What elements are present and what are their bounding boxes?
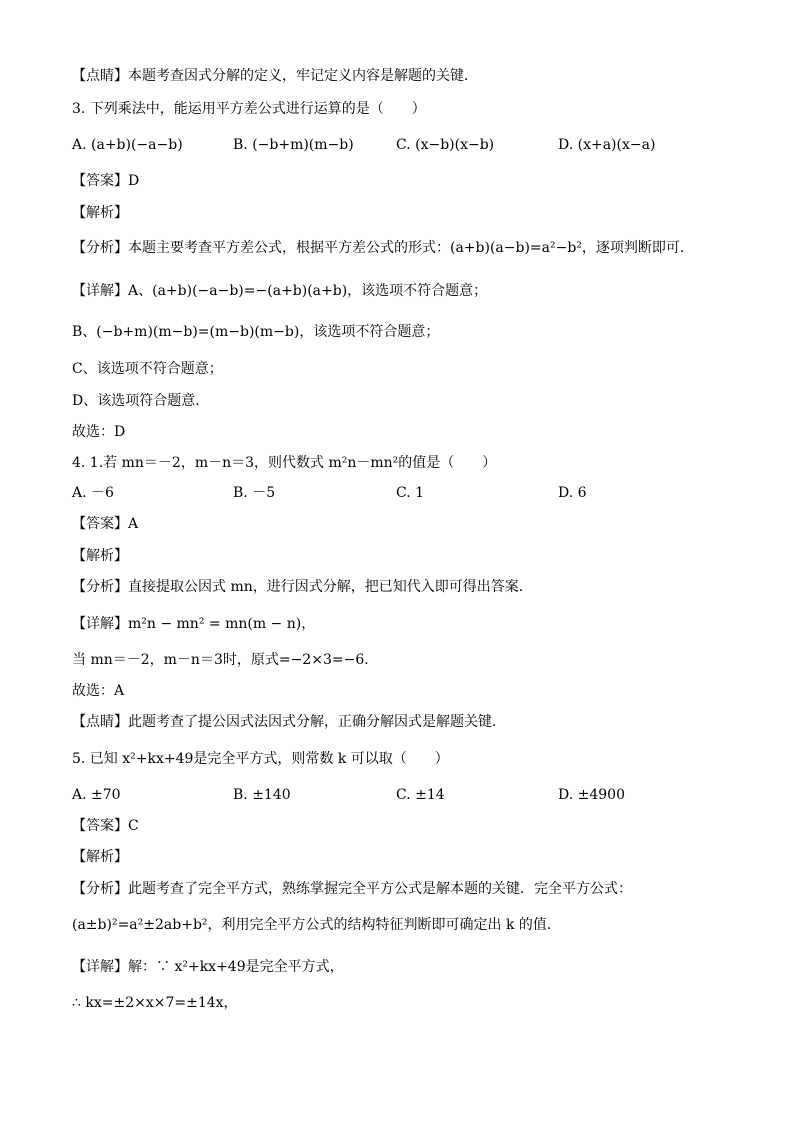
q5-analysis-2: (a±b)²=a²±2ab+b²，利用完全平方公式的结构特征判断即可确定出 k 的值．	[72, 917, 561, 933]
q4-substitute: 当 mn＝－2，m－n＝3时，原式=−2×3=−6．	[72, 652, 379, 668]
q4-option-a: A. －6	[72, 485, 114, 501]
q3-analysis: 【分析】本题主要考查平方差公式，根据平方差公式的形式：(a+b)(a−b)=a²−b²，逐项判断即可．	[72, 240, 694, 256]
q3-analysis-heading: 【解析】	[72, 205, 128, 221]
q3-option-d: D. (x+a)(x−a)	[558, 137, 656, 153]
q5-analysis-1: 【分析】此题考查了完全平方式，熟练掌握完全平方公式是解本题的关键．完全平方公式：	[72, 881, 632, 897]
q4-detail: 【详解】m²n − mn² = mn(m − n)，	[72, 616, 316, 632]
q5-analysis-heading: 【解析】	[72, 849, 128, 865]
q3-choice: 故选：D	[72, 424, 126, 440]
q4-option-d: D. 6	[558, 485, 587, 501]
question-4: 4. 1.若 mn＝－2，m－n＝3，则代数式 m²n－mn²的值是（ ）	[72, 455, 497, 471]
q3-answer: 【答案】D	[72, 173, 140, 189]
q5-option-d: D. ±4900	[558, 787, 625, 803]
q4-option-c: C. 1	[396, 485, 425, 501]
q5-option-b: B. ±140	[233, 787, 291, 803]
q4-answer: 【答案】A	[72, 516, 139, 532]
question-5: 5. 已知 x²+kx+49是完全平方式，则常数 k 可以取（ ）	[72, 751, 449, 767]
q3-detail-a: 【详解】A、(a+b)(−a−b)=−(a+b)(a+b)，该选项不符合题意；	[72, 283, 488, 299]
q5-option-c: C. ±14	[396, 787, 445, 803]
question-3: 3. 下列乘法中，能运用平方差公式进行运算的是（ ）	[72, 101, 426, 117]
q4-remark: 【点睛】此题考查了提公因式法因式分解，正确分解因式是解题关键．	[72, 714, 506, 730]
q4-analysis-heading: 【解析】	[72, 548, 128, 564]
q3-option-a: A. (a+b)(−a−b)	[72, 137, 183, 153]
q3-option-c: C. (x−b)(x−b)	[396, 137, 495, 153]
q5-option-a: A. ±70	[72, 787, 121, 803]
q3-detail-b: B、(−b+m)(m−b)=(m−b)(m−b)，该选项不符合题意；	[72, 324, 440, 340]
text-line-l1: 【点睛】本题考查因式分解的定义，牢记定义内容是解题的关键．	[72, 68, 478, 84]
q3-option-b: B. (−b+m)(m−b)	[233, 137, 354, 153]
q3-detail-c: C、该选项不符合题意；	[72, 361, 223, 377]
q3-detail-d: D、该选项符合题意．	[72, 393, 210, 409]
q5-detail-2: ∴ kx=±2×x×7=±14x，	[72, 995, 238, 1011]
q5-detail-1: 【详解】解：∵ x²+kx+49是完全平方式，	[72, 959, 344, 975]
q4-option-b: B. －5	[233, 485, 276, 501]
q4-analysis: 【分析】直接提取公因式 mn，进行因式分解，把已知代入即可得出答案．	[72, 579, 533, 595]
q4-choice: 故选：A	[72, 683, 125, 699]
q5-answer: 【答案】C	[72, 818, 139, 834]
